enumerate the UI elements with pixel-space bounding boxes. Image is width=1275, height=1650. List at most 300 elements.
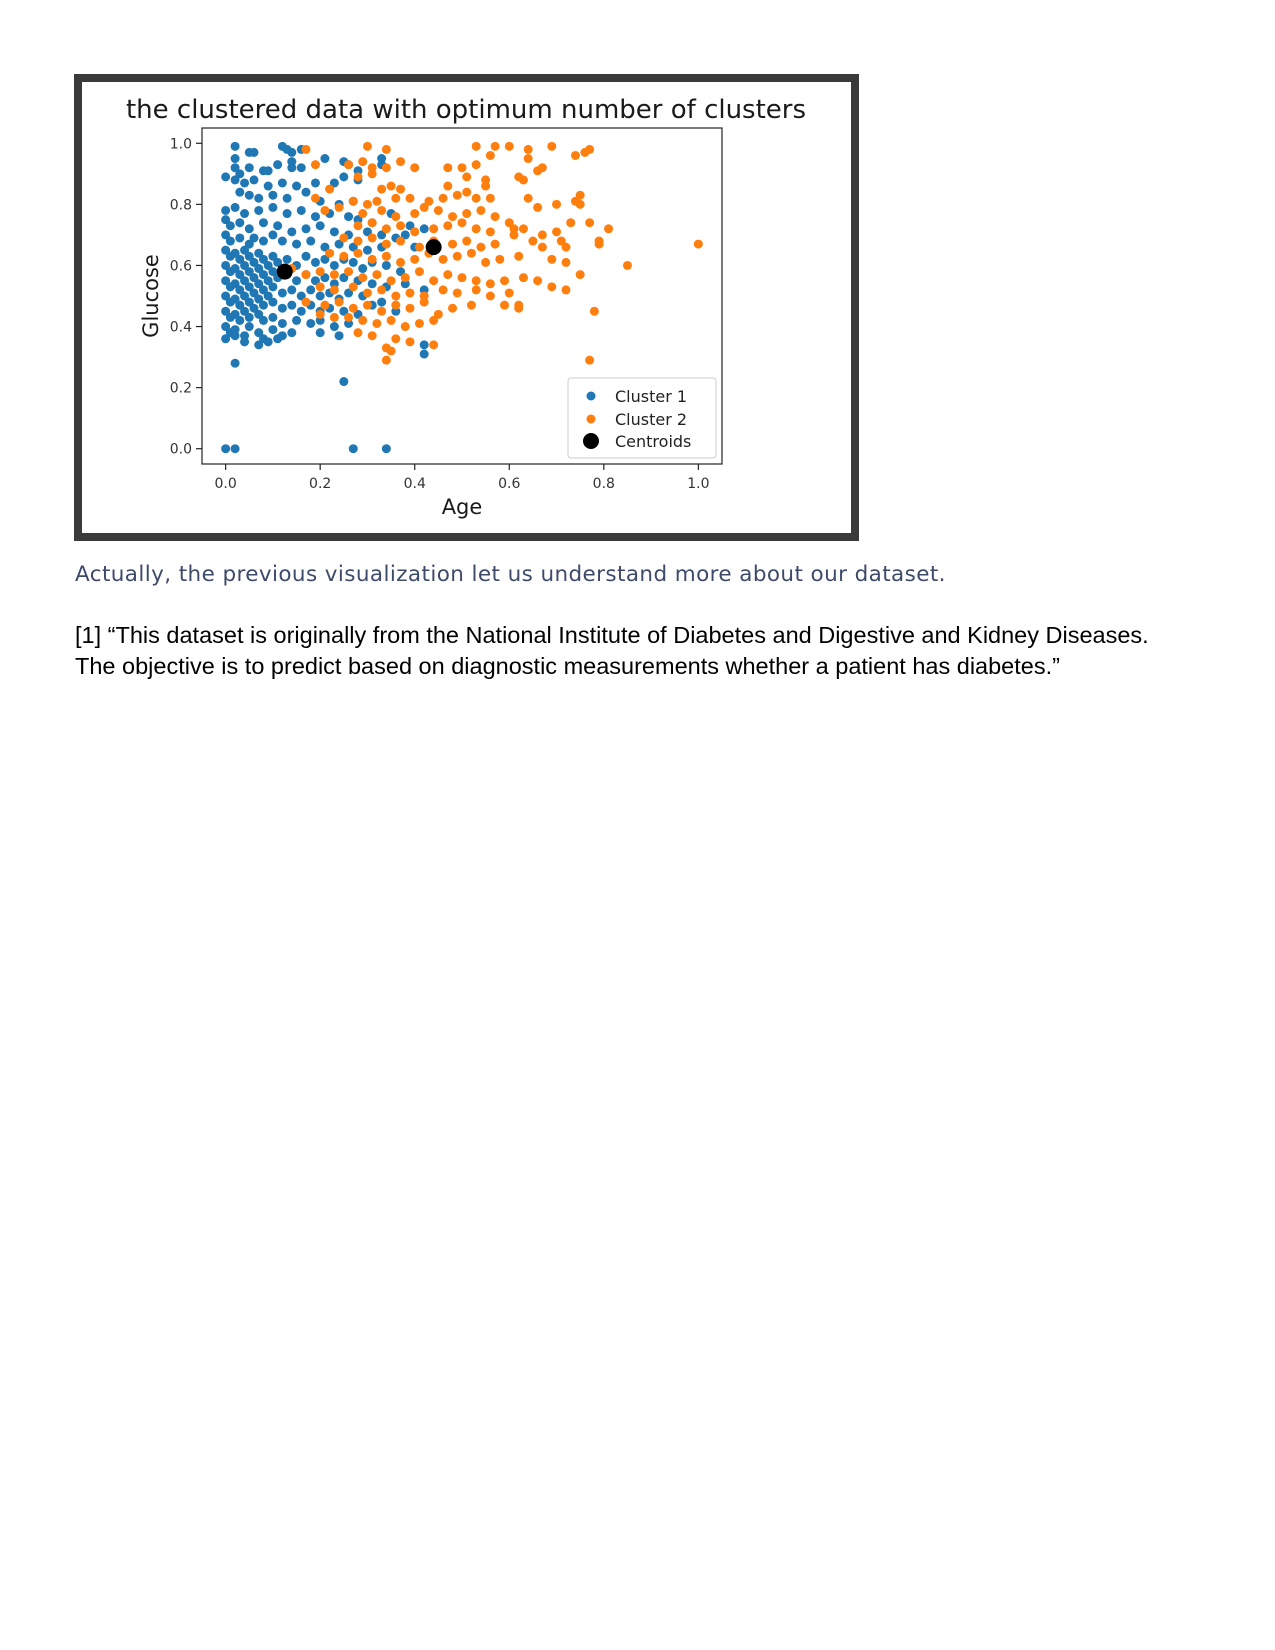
cluster-2-point (335, 203, 344, 212)
cluster-2-point (396, 221, 405, 230)
cluster-2-point (387, 316, 396, 325)
cluster-2-point (505, 288, 514, 297)
cluster-2-point (335, 298, 344, 307)
cluster-1-point (245, 163, 254, 172)
cluster-1-point (316, 328, 325, 337)
cluster-1-point (268, 282, 277, 291)
cluster-2-point (429, 340, 438, 349)
cluster-1-point (278, 288, 287, 297)
cluster-2-point (533, 276, 542, 285)
cluster-1-point (259, 316, 268, 325)
cluster-1-point (221, 206, 230, 215)
cluster-2-point (562, 258, 571, 267)
cluster-2-point (623, 261, 632, 270)
cluster-1-point (273, 160, 282, 169)
cluster-1-point (278, 178, 287, 187)
cluster-2-point (547, 142, 556, 151)
cluster-2-point (552, 227, 561, 236)
cluster-1-point (245, 224, 254, 233)
cluster-2-point (514, 304, 523, 313)
cluster-2-point (363, 142, 372, 151)
cluster-2-point (585, 356, 594, 365)
cluster-2-point (486, 194, 495, 203)
cluster-1-point (287, 163, 296, 172)
cluster-2-point (443, 163, 452, 172)
cluster-1-point (283, 255, 292, 264)
cluster-1-point (259, 301, 268, 310)
figure-caption: Actually, the previous visualization let us understand more about our dataset. (75, 562, 946, 587)
cluster-1-point (339, 377, 348, 386)
y-axis-label: Glucose (139, 254, 163, 338)
cluster-2-point (302, 298, 311, 307)
cluster-2-point (443, 221, 452, 230)
cluster-2-point (344, 160, 353, 169)
cluster-1-point (287, 227, 296, 236)
cluster-1-point (320, 154, 329, 163)
x-tick-label: 0.6 (498, 476, 521, 492)
cluster-2-point (396, 237, 405, 246)
cluster-2-point (382, 163, 391, 172)
cluster-2-point (547, 282, 556, 291)
cluster-2-point (320, 301, 329, 310)
cluster-2-point (491, 240, 500, 249)
cluster-2-point (311, 194, 320, 203)
cluster-2-point (406, 304, 415, 313)
cluster-1-point (382, 444, 391, 453)
x-tick-label: 0.0 (214, 476, 237, 492)
cluster-2-point (363, 301, 372, 310)
cluster-1-point (226, 237, 235, 246)
cluster-2-point (500, 276, 509, 285)
chart-legend (568, 378, 716, 458)
cluster-2-point (382, 252, 391, 261)
cluster-2-point (429, 316, 438, 325)
cluster-1-point (245, 313, 254, 322)
cluster-2-point (453, 191, 462, 200)
legend-marker-cluster-2 (587, 415, 596, 424)
cluster-1-point (221, 444, 230, 453)
cluster-1-point (283, 194, 292, 203)
cluster-1-point (368, 279, 377, 288)
cluster-2-point (458, 218, 467, 227)
y-tick-label: 1.0 (169, 136, 192, 153)
cluster-2-point (368, 331, 377, 340)
cluster-2-point (519, 273, 528, 282)
cluster-2-point (316, 267, 325, 276)
cluster-2-point (595, 240, 604, 249)
cluster-1-point (292, 240, 301, 249)
cluster-2-point (377, 285, 386, 294)
cluster-2-point (406, 288, 415, 297)
cluster-1-point (268, 325, 277, 334)
cluster-2-point (354, 237, 363, 246)
cluster-1-point (264, 166, 273, 175)
cluster-2-point (590, 307, 599, 316)
cluster-2-point (500, 301, 509, 310)
cluster-2-point (372, 319, 381, 328)
cluster-1-point (349, 258, 358, 267)
cluster-2-point (311, 160, 320, 169)
cluster-1-point (268, 191, 277, 200)
cluster-1-point (316, 292, 325, 301)
cluster-1-point (231, 444, 240, 453)
cluster-2-point (429, 276, 438, 285)
cluster-2-point (533, 203, 542, 212)
cluster-2-point (325, 185, 334, 194)
cluster-2-point (410, 209, 419, 218)
cluster-2-point (330, 313, 339, 322)
cluster-1-point (278, 237, 287, 246)
cluster-2-point (396, 185, 405, 194)
cluster-2-point (344, 267, 353, 276)
cluster-2-point (443, 182, 452, 191)
cluster-2-point (462, 209, 471, 218)
cluster-1-point (302, 252, 311, 261)
cluster-1-point (235, 218, 244, 227)
cluster-2-point (538, 163, 547, 172)
cluster-1-point (231, 142, 240, 151)
cluster-2-point (382, 240, 391, 249)
cluster-2-point (514, 252, 523, 261)
cluster-1-point (226, 221, 235, 230)
cluster-1-point (278, 304, 287, 313)
cluster-1-point (292, 316, 301, 325)
cluster-2-point (354, 172, 363, 181)
cluster-2-point (472, 285, 481, 294)
cluster-2-point (491, 142, 500, 151)
x-tick-label: 0.4 (403, 476, 426, 492)
cluster-2-point (476, 243, 485, 252)
cluster-1-point (231, 175, 240, 184)
cluster-2-point (410, 227, 419, 236)
cluster-1-point (254, 206, 263, 215)
cluster-2-point (330, 270, 339, 279)
x-axis-label: Age (441, 495, 483, 519)
cluster-2-point (325, 249, 334, 258)
cluster-1-point (240, 209, 249, 218)
cluster-2-point (368, 169, 377, 178)
cluster-2-point (391, 292, 400, 301)
cluster-2-point (406, 194, 415, 203)
cluster-1-point (231, 203, 240, 212)
cluster-2-point (462, 172, 471, 181)
cluster-1-point (344, 212, 353, 221)
cluster-2-point (472, 160, 481, 169)
cluster-2-point (377, 206, 386, 215)
legend-marker-cluster-1 (587, 392, 596, 401)
cluster-2-point (368, 255, 377, 264)
cluster-2-point (358, 209, 367, 218)
cluster-2-point (391, 194, 400, 203)
cluster-1-point (420, 224, 429, 233)
cluster-2-point (387, 346, 396, 355)
cluster-2-point (453, 252, 462, 261)
cluster-1-point (283, 209, 292, 218)
cluster-2-point (576, 200, 585, 209)
cluster-2-point (349, 282, 358, 291)
cluster-1-point (311, 212, 320, 221)
scatter-chart (82, 82, 851, 533)
cluster-2-point (401, 273, 410, 282)
cluster-2-point (410, 255, 419, 264)
cluster-2-point (462, 188, 471, 197)
centroid-point (426, 239, 442, 255)
y-tick-label: 0.0 (169, 441, 192, 458)
cluster-2-point (302, 145, 311, 154)
cluster-2-point (524, 194, 533, 203)
cluster-2-point (439, 255, 448, 264)
cluster-1-point (250, 148, 259, 157)
cluster-2-point (354, 328, 363, 337)
cluster-1-point (268, 313, 277, 322)
cluster-2-point (486, 151, 495, 160)
cluster-1-point (377, 298, 386, 307)
cluster-2-point (415, 267, 424, 276)
cluster-2-point (467, 301, 476, 310)
cluster-1-point (250, 233, 259, 242)
cluster-2-point (372, 270, 381, 279)
cluster-1-point (254, 340, 263, 349)
cluster-2-point (354, 221, 363, 230)
cluster-2-point (472, 276, 481, 285)
cluster-2-point (524, 154, 533, 163)
cluster-2-point (476, 206, 485, 215)
cluster-2-point (339, 252, 348, 261)
cluster-1-point (235, 316, 244, 325)
cluster-2-point (420, 203, 429, 212)
cluster-2-point (462, 237, 471, 246)
cluster-2-point (354, 249, 363, 258)
cluster-2-point (538, 243, 547, 252)
cluster-1-point (297, 206, 306, 215)
legend-label-cluster-1: Cluster 1 (615, 387, 688, 406)
cluster-1-point (287, 285, 296, 294)
cluster-1-point (273, 334, 282, 343)
cluster-2-point (387, 182, 396, 191)
cluster-2-point (302, 270, 311, 279)
cluster-1-point (231, 154, 240, 163)
cluster-1-point (349, 444, 358, 453)
cluster-2-point (604, 224, 613, 233)
cluster-2-point (434, 206, 443, 215)
cluster-2-point (401, 322, 410, 331)
cluster-1-point (287, 148, 296, 157)
cluster-1-point (339, 172, 348, 181)
footnote-text: [1] “This dataset is originally from the National Institute of Diabetes and Digestive and Kidney Diseases. The objective is to predict based on diagnostic measurements whether a patient has diabetes.” (75, 622, 1149, 679)
cluster-2-point (368, 218, 377, 227)
cluster-2-point (406, 337, 415, 346)
cluster-2-point (576, 270, 585, 279)
cluster-2-point (486, 227, 495, 236)
cluster-1-point (231, 359, 240, 368)
cluster-2-point (349, 304, 358, 313)
y-axis (170, 136, 202, 457)
cluster-2-point (552, 200, 561, 209)
cluster-2-point (382, 356, 391, 365)
cluster-1-point (330, 322, 339, 331)
cluster-1-point (235, 188, 244, 197)
cluster-2-point (344, 313, 353, 322)
y-tick-label: 0.4 (169, 319, 192, 336)
cluster-2-point (481, 182, 490, 191)
cluster-1-point (287, 301, 296, 310)
cluster-1-point (278, 319, 287, 328)
cluster-2-point (472, 194, 481, 203)
cluster-2-point (585, 218, 594, 227)
cluster-1-point (231, 331, 240, 340)
cluster-1-point (330, 227, 339, 236)
cluster-2-point (396, 157, 405, 166)
cluster-1-point (335, 331, 344, 340)
cluster-2-point (410, 163, 419, 172)
cluster-2-point (524, 145, 533, 154)
cluster-1-point (254, 194, 263, 203)
cluster-2-point (566, 218, 575, 227)
cluster-1-point (311, 258, 320, 267)
cluster-2-point (349, 197, 358, 206)
cluster-1-point (268, 230, 277, 239)
cluster-1-point (259, 218, 268, 227)
cluster-2-point (382, 224, 391, 233)
cluster-1-point (306, 285, 315, 294)
cluster-2-point (415, 319, 424, 328)
cluster-2-point (396, 258, 405, 267)
cluster-2-point (505, 142, 514, 151)
centroid-point (277, 264, 293, 280)
cluster-1-point (297, 307, 306, 316)
cluster-2-point (547, 255, 556, 264)
cluster-2-point (320, 206, 329, 215)
cluster-1-point (240, 337, 249, 346)
chart-figure (74, 74, 859, 541)
cluster-2-point (377, 307, 386, 316)
cluster-1-point (268, 203, 277, 212)
cluster-2-point (472, 142, 481, 151)
cluster-2-point (439, 194, 448, 203)
cluster-2-point (694, 240, 703, 249)
legend-label-centroids: Centroids (615, 432, 692, 451)
cluster-2-point (562, 285, 571, 294)
cluster-1-point (268, 298, 277, 307)
cluster-2-point (339, 233, 348, 242)
cluster-2-point (363, 200, 372, 209)
cluster-1-point (306, 319, 315, 328)
cluster-2-point (562, 243, 571, 252)
cluster-2-point (448, 240, 457, 249)
y-tick-label: 0.2 (169, 380, 192, 397)
chart-title: the clustered data with optimum number of clusters (125, 95, 807, 125)
cluster-2-point (429, 224, 438, 233)
cluster-2-point (358, 316, 367, 325)
cluster-2-point (448, 212, 457, 221)
footnote (75, 620, 1195, 682)
y-tick-label: 0.8 (169, 197, 192, 214)
cluster-2-point (467, 249, 476, 258)
cluster-2-point (391, 212, 400, 221)
cluster-2-point (368, 233, 377, 242)
cluster-1-point (221, 334, 230, 343)
cluster-2-point (486, 279, 495, 288)
x-tick-label: 0.8 (592, 476, 615, 492)
cluster-1-point (292, 276, 301, 285)
cluster-2-point (391, 301, 400, 310)
cluster-2-point (316, 282, 325, 291)
cluster-1-point (273, 221, 282, 230)
cluster-1-point (382, 261, 391, 270)
cluster-1-point (297, 163, 306, 172)
cluster-1-point (330, 261, 339, 270)
cluster-1-point (264, 337, 273, 346)
cluster-2-point (458, 163, 467, 172)
cluster-2-point (358, 157, 367, 166)
cluster-2-point (538, 230, 547, 239)
cluster-1-point (250, 175, 259, 184)
cluster-2-point (316, 310, 325, 319)
cluster-2-point (443, 270, 452, 279)
cluster-1-point (259, 237, 268, 246)
cluster-1-point (363, 246, 372, 255)
cluster-2-point (377, 185, 386, 194)
x-tick-label: 1.0 (687, 476, 710, 492)
cluster-2-point (448, 304, 457, 313)
cluster-1-point (316, 221, 325, 230)
cluster-1-point (264, 182, 273, 191)
cluster-1-point (358, 264, 367, 273)
cluster-2-point (472, 224, 481, 233)
cluster-2-point (415, 243, 424, 252)
cluster-2-point (358, 273, 367, 282)
cluster-2-point (439, 285, 448, 294)
cluster-2-point (528, 237, 537, 246)
cluster-2-point (391, 334, 400, 343)
cluster-2-point (571, 151, 580, 160)
cluster-2-point (519, 224, 528, 233)
cluster-2-point (330, 285, 339, 294)
cluster-2-point (372, 197, 381, 206)
cluster-2-point (420, 298, 429, 307)
x-axis (215, 464, 710, 492)
cluster-2-point (510, 230, 519, 239)
cluster-1-point (245, 322, 254, 331)
cluster-1-point (311, 178, 320, 187)
cluster-2-point (481, 258, 490, 267)
cluster-2-point (363, 288, 372, 297)
cluster-1-point (302, 188, 311, 197)
cluster-2-point (486, 292, 495, 301)
x-tick-label: 0.2 (309, 476, 332, 492)
cluster-2-point (495, 255, 504, 264)
cluster-1-point (292, 182, 301, 191)
cluster-1-point (287, 328, 296, 337)
cluster-1-point (240, 178, 249, 187)
cluster-2-point (491, 212, 500, 221)
cluster-1-point (420, 350, 429, 359)
cluster-1-point (221, 172, 230, 181)
cluster-1-point (235, 233, 244, 242)
cluster-1-point (420, 340, 429, 349)
cluster-2-point (387, 276, 396, 285)
cluster-2-point (453, 288, 462, 297)
legend-marker-centroids (583, 433, 599, 449)
cluster-2-point (519, 175, 528, 184)
cluster-2-point (458, 273, 467, 282)
cluster-1-point (306, 237, 315, 246)
cluster-1-point (302, 224, 311, 233)
cluster-2-point (585, 145, 594, 154)
cluster-2-point (382, 145, 391, 154)
legend-label-cluster-2: Cluster 2 (615, 410, 688, 429)
cluster-1-point (245, 191, 254, 200)
